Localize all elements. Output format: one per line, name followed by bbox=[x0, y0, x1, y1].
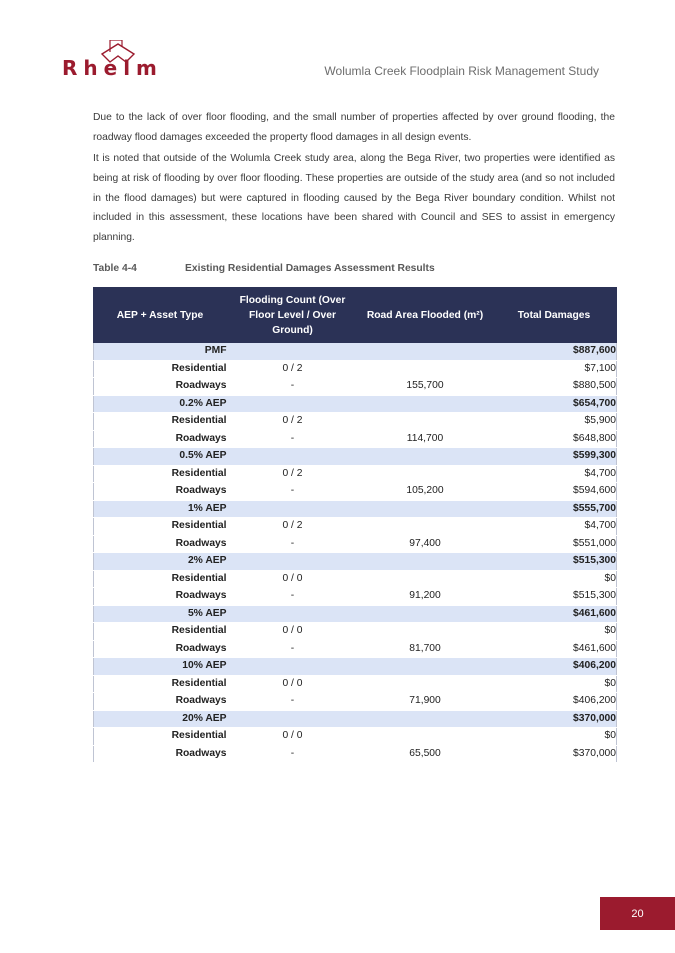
cell-flooding-count: - bbox=[227, 745, 359, 763]
cell-flooding-count: 0 / 2 bbox=[227, 413, 359, 431]
table-row bbox=[94, 570, 617, 588]
cell-flooding-count bbox=[227, 343, 359, 361]
cell-road-area bbox=[359, 395, 492, 413]
cell-total-damages: $0 bbox=[492, 675, 617, 693]
cell-total-damages: $887,600 bbox=[492, 343, 617, 361]
cell-asset-type: Roadways bbox=[94, 640, 227, 658]
cell-asset-type: Roadways bbox=[94, 535, 227, 553]
table-row bbox=[94, 360, 617, 378]
cell-road-area bbox=[359, 658, 492, 676]
cell-flooding-count: - bbox=[227, 378, 359, 396]
cell-asset-type: Roadways bbox=[94, 693, 227, 711]
cell-flooding-count: 0 / 2 bbox=[227, 518, 359, 536]
header-road-area-flooded: Road Area Flooded (m²) bbox=[359, 288, 492, 343]
cell-asset-type: 0.2% AEP bbox=[94, 395, 227, 413]
cell-asset-type: 1% AEP bbox=[94, 500, 227, 518]
cell-road-area: 105,200 bbox=[359, 483, 492, 501]
table-row-aep bbox=[94, 605, 617, 623]
table-row-aep bbox=[94, 553, 617, 571]
cell-total-damages: $555,700 bbox=[492, 500, 617, 518]
cell-asset-type: 20% AEP bbox=[94, 710, 227, 728]
cell-asset-type: 2% AEP bbox=[94, 553, 227, 571]
table-caption-number: Table 4-4 bbox=[93, 263, 137, 274]
cell-total-damages: $551,000 bbox=[492, 535, 617, 553]
table-row bbox=[94, 483, 617, 501]
cell-asset-type: 0.5% AEP bbox=[94, 448, 227, 466]
cell-road-area bbox=[359, 710, 492, 728]
body-paragraph-2: It is noted that outside of the Wolumla Creek study area, along the Bega River, two properties were identified as being at risk of flooding by over floor flooding. These properties are outside of the study area (and so not included in the flood damages) but were captured in flooding caused by the Bega River boundary condition. Whilst not included in this assessment, these locations have been shared with Council and SES to assist in emergency planning. bbox=[93, 153, 615, 244]
cell-road-area: 71,900 bbox=[359, 693, 492, 711]
cell-flooding-count bbox=[227, 710, 359, 728]
cell-flooding-count: 0 / 0 bbox=[227, 623, 359, 641]
cell-asset-type: Residential bbox=[94, 360, 227, 378]
table-caption-title: Existing Residential Damages Assessment Results bbox=[185, 263, 435, 274]
cell-total-damages: $594,600 bbox=[492, 483, 617, 501]
table-row bbox=[94, 465, 617, 483]
cell-total-damages: $4,700 bbox=[492, 465, 617, 483]
cell-flooding-count: - bbox=[227, 588, 359, 606]
cell-asset-type: Residential bbox=[94, 728, 227, 746]
table-row bbox=[94, 535, 617, 553]
cell-road-area bbox=[359, 728, 492, 746]
cell-flooding-count: - bbox=[227, 693, 359, 711]
cell-road-area bbox=[359, 675, 492, 693]
cell-road-area bbox=[359, 518, 492, 536]
damages-table bbox=[93, 287, 617, 763]
cell-asset-type: Residential bbox=[94, 675, 227, 693]
table-row bbox=[94, 588, 617, 606]
cell-asset-type: Residential bbox=[94, 465, 227, 483]
cell-flooding-count: 0 / 0 bbox=[227, 570, 359, 588]
page-number: 20 bbox=[600, 897, 675, 930]
cell-flooding-count: 0 / 0 bbox=[227, 675, 359, 693]
cell-flooding-count bbox=[227, 448, 359, 466]
cell-total-damages: $461,600 bbox=[492, 605, 617, 623]
cell-road-area bbox=[359, 500, 492, 518]
table-row-aep bbox=[94, 395, 617, 413]
table-row bbox=[94, 623, 617, 641]
cell-asset-type: 5% AEP bbox=[94, 605, 227, 623]
cell-flooding-count bbox=[227, 553, 359, 571]
cell-road-area: 155,700 bbox=[359, 378, 492, 396]
table-row bbox=[94, 518, 617, 536]
table-row bbox=[94, 728, 617, 746]
table-row-aep bbox=[94, 710, 617, 728]
logo-text: Rhelm bbox=[62, 56, 163, 80]
cell-road-area bbox=[359, 570, 492, 588]
cell-total-damages: $370,000 bbox=[492, 745, 617, 763]
rhelm-logo bbox=[62, 40, 174, 80]
cell-flooding-count: - bbox=[227, 535, 359, 553]
table-row-aep bbox=[94, 343, 617, 361]
cell-asset-type: Roadways bbox=[94, 588, 227, 606]
cell-road-area bbox=[359, 623, 492, 641]
cell-total-damages: $0 bbox=[492, 570, 617, 588]
cell-flooding-count: 0 / 2 bbox=[227, 360, 359, 378]
cell-asset-type: Roadways bbox=[94, 483, 227, 501]
table-row bbox=[94, 640, 617, 658]
cell-flooding-count: 0 / 0 bbox=[227, 728, 359, 746]
cell-road-area bbox=[359, 605, 492, 623]
table-row-aep bbox=[94, 448, 617, 466]
cell-total-damages: $7,100 bbox=[492, 360, 617, 378]
cell-asset-type: Residential bbox=[94, 413, 227, 431]
cell-asset-type: Residential bbox=[94, 623, 227, 641]
table-row-aep bbox=[94, 500, 617, 518]
cell-total-damages: $461,600 bbox=[492, 640, 617, 658]
cell-flooding-count bbox=[227, 500, 359, 518]
header-flooding-count: Flooding Count (Over Floor Level / Over Ground) bbox=[227, 288, 359, 343]
table-header-row bbox=[94, 288, 617, 343]
body-paragraph-1: Due to the lack of over floor flooding, and the small number of properties affected by over ground flooding, the roadway flood damages exceeded the property flood damages in all design events. bbox=[93, 112, 615, 143]
cell-asset-type: PMF bbox=[94, 343, 227, 361]
cell-total-damages: $406,200 bbox=[492, 658, 617, 676]
cell-road-area bbox=[359, 343, 492, 361]
document-title: Wolumla Creek Floodplain Risk Management Study bbox=[324, 64, 599, 78]
table-caption bbox=[93, 263, 435, 274]
cell-total-damages: $599,300 bbox=[492, 448, 617, 466]
cell-asset-type: Roadways bbox=[94, 745, 227, 763]
cell-road-area bbox=[359, 413, 492, 431]
cell-road-area bbox=[359, 448, 492, 466]
cell-asset-type: Roadways bbox=[94, 430, 227, 448]
cell-total-damages: $880,500 bbox=[492, 378, 617, 396]
cell-total-damages: $515,300 bbox=[492, 553, 617, 571]
cell-total-damages: $0 bbox=[492, 623, 617, 641]
cell-total-damages: $654,700 bbox=[492, 395, 617, 413]
cell-total-damages: $5,900 bbox=[492, 413, 617, 431]
cell-flooding-count: - bbox=[227, 640, 359, 658]
cell-total-damages: $370,000 bbox=[492, 710, 617, 728]
cell-total-damages: $406,200 bbox=[492, 693, 617, 711]
cell-road-area: 65,500 bbox=[359, 745, 492, 763]
cell-asset-type: Residential bbox=[94, 518, 227, 536]
cell-total-damages: $4,700 bbox=[492, 518, 617, 536]
cell-total-damages: $648,800 bbox=[492, 430, 617, 448]
table-row-aep bbox=[94, 658, 617, 676]
cell-flooding-count bbox=[227, 658, 359, 676]
cell-road-area: 114,700 bbox=[359, 430, 492, 448]
cell-total-damages: $515,300 bbox=[492, 588, 617, 606]
table-row bbox=[94, 378, 617, 396]
cell-road-area bbox=[359, 360, 492, 378]
cell-flooding-count bbox=[227, 605, 359, 623]
cell-road-area: 91,200 bbox=[359, 588, 492, 606]
table-row bbox=[94, 745, 617, 763]
cell-flooding-count: - bbox=[227, 483, 359, 501]
cell-road-area bbox=[359, 465, 492, 483]
cell-total-damages: $0 bbox=[492, 728, 617, 746]
table-row bbox=[94, 430, 617, 448]
cell-asset-type: Residential bbox=[94, 570, 227, 588]
header-aep-asset-type: AEP + Asset Type bbox=[94, 288, 227, 343]
header-total-damages: Total Damages bbox=[492, 288, 617, 343]
cell-road-area: 81,700 bbox=[359, 640, 492, 658]
table-row bbox=[94, 693, 617, 711]
table-row bbox=[94, 675, 617, 693]
cell-flooding-count: 0 / 2 bbox=[227, 465, 359, 483]
cell-road-area bbox=[359, 553, 492, 571]
cell-road-area: 97,400 bbox=[359, 535, 492, 553]
cell-flooding-count bbox=[227, 395, 359, 413]
cell-asset-type: Roadways bbox=[94, 378, 227, 396]
cell-flooding-count: - bbox=[227, 430, 359, 448]
cell-asset-type: 10% AEP bbox=[94, 658, 227, 676]
table-row bbox=[94, 413, 617, 431]
